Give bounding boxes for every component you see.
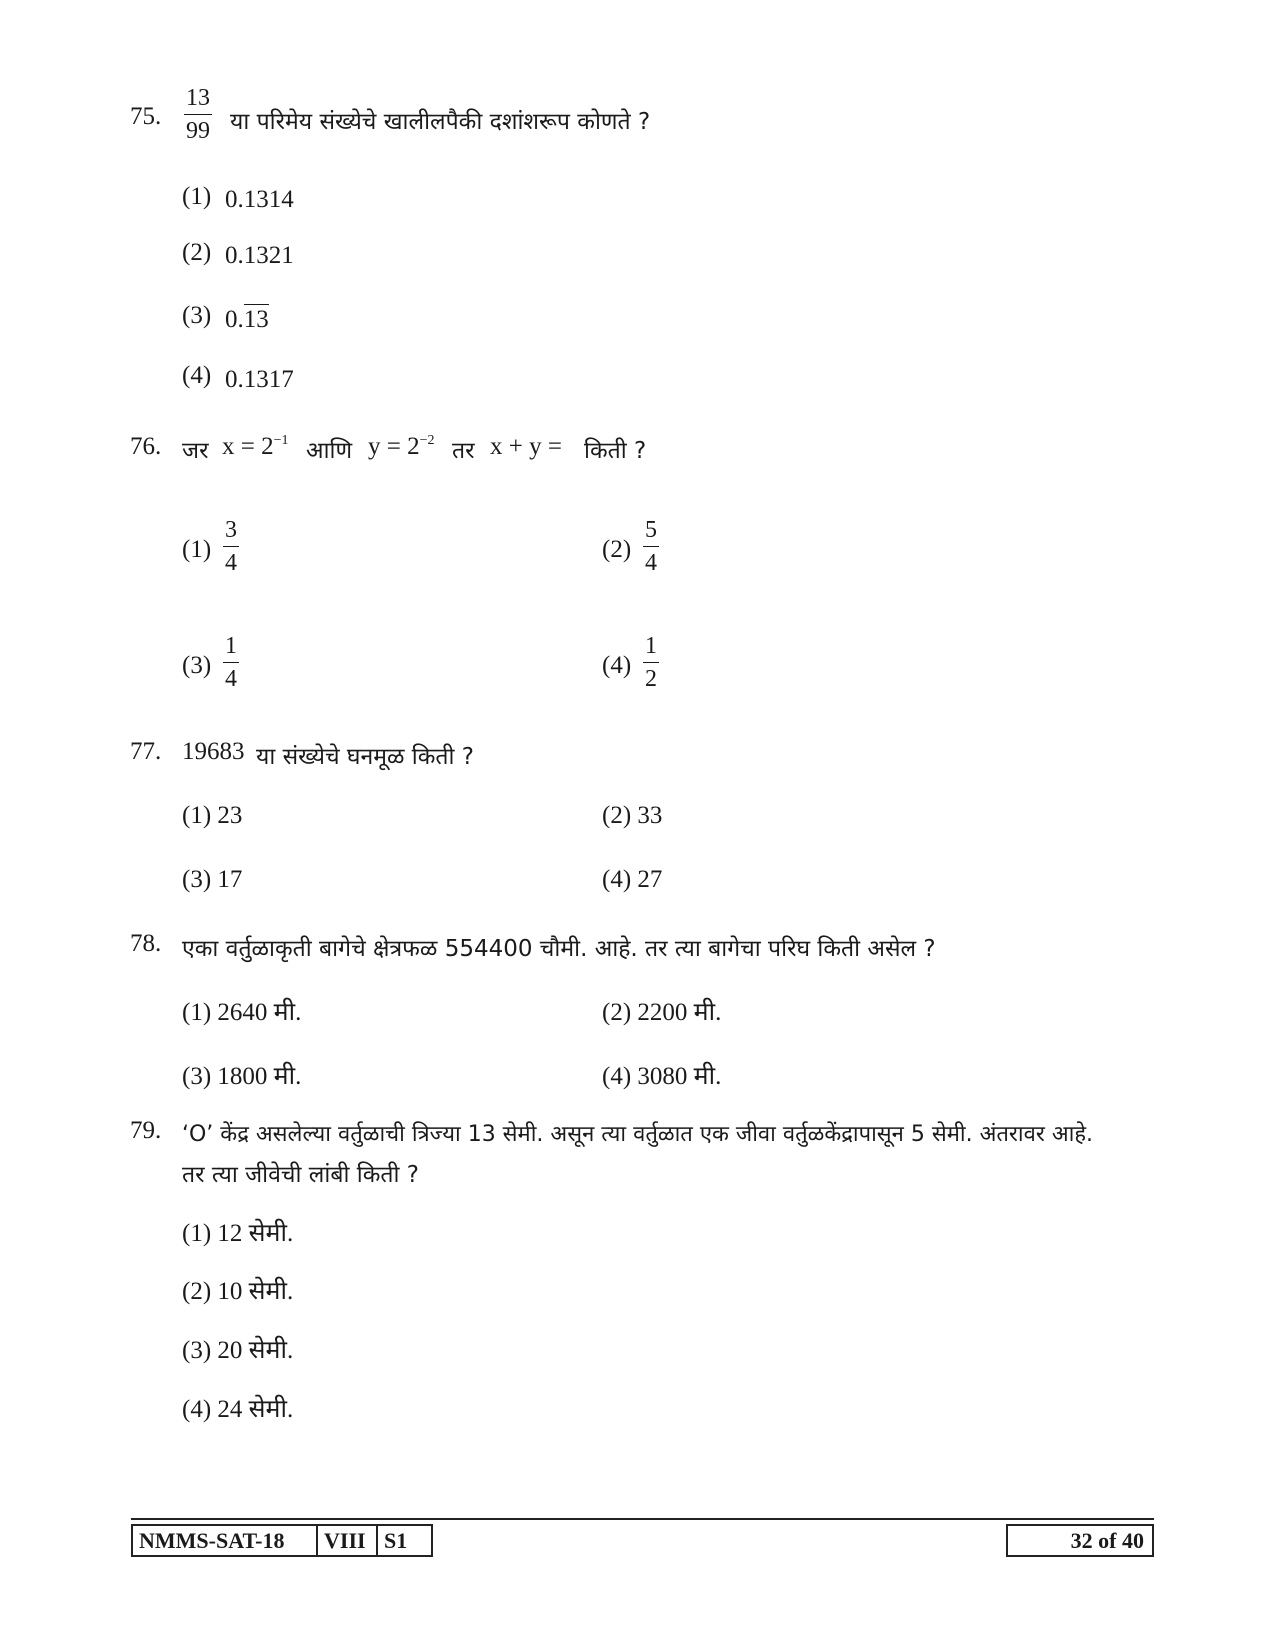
option: (1) 23 (182, 802, 243, 829)
fraction-denominator: 99 (184, 114, 212, 143)
class-label: VIII (316, 1526, 376, 1555)
equation-y: $y = 2^{-2}$ (368, 433, 435, 460)
option-fraction (643, 634, 659, 691)
option: (3) 20 सेमी. (182, 1337, 294, 1364)
option-fraction (223, 518, 239, 575)
option: (2) 10 सेमी. (182, 1278, 294, 1305)
question-text: या परिमेय संख्येचे खालीलपैकी दशांशरूप कोणते ? (230, 109, 651, 135)
option-fraction (223, 634, 239, 691)
question-text: आणि (306, 438, 353, 464)
option: (1) 2640 मी. (182, 999, 302, 1026)
question-text: तर त्या जीवेची लांबी किती ? (182, 1162, 419, 1188)
option-value: 0.1317 (225, 366, 294, 393)
question-number: 77. (130, 738, 162, 765)
option: (4) 27 (602, 866, 663, 893)
exam-code: NMMS-SAT-18 (139, 1528, 285, 1553)
option-label: (1) (182, 183, 212, 210)
option: (3) 1800 मी. (182, 1063, 302, 1090)
option-label: (3) (182, 302, 212, 329)
question-text: जर (182, 438, 209, 464)
fraction-denominator: 4 (223, 662, 239, 691)
option-label: (2) (182, 239, 212, 266)
page-number: 32 of 40 (1006, 1524, 1154, 1557)
value-prefix: 0. (225, 306, 244, 333)
option-label: (4) (182, 362, 212, 389)
question-text: या संख्येचे घनमूळ किती ? (256, 744, 474, 770)
question-number: 76. (130, 433, 162, 460)
question-number: 78. (130, 930, 162, 957)
option-label: (3) (182, 652, 212, 679)
fraction-numerator: 13 (186, 85, 210, 111)
question-text: ‘O’ केंद्र असलेल्या वर्तुळाची त्रिज्या 13 सेमी. असून त्या वर्तुळात एक जीवा वर्तुळकेंद्रापासून 5 सेमी. अंतरावर आहे. (182, 1122, 1094, 1147)
equation-sum: x + y = (490, 433, 562, 460)
question-number: 79. (130, 1117, 162, 1144)
fraction-denominator: 4 (643, 546, 659, 575)
option-fraction (643, 518, 659, 575)
fraction-denominator: 2 (643, 662, 659, 691)
question-number: 75. (130, 103, 162, 130)
option-label: (4) (602, 652, 632, 679)
equation-x: $x = 2^{-1}$ (222, 433, 289, 460)
option-label: (2) (602, 536, 632, 563)
option: (3) 17 (182, 866, 243, 893)
question-text: किती ? (584, 438, 647, 464)
option: (4) 3080 मी. (602, 1063, 722, 1090)
question-lead-number: 19683 (182, 738, 245, 765)
option-value (225, 306, 269, 334)
option: (4) 24 सेमी. (182, 1396, 294, 1423)
option-label: (1) (182, 536, 212, 563)
fraction-numerator: 3 (225, 517, 237, 543)
option: (2) 2200 मी. (602, 999, 722, 1026)
set-label: S1 (376, 1526, 429, 1555)
option: (2) 33 (602, 802, 663, 829)
repeating-digits: 13 (243, 306, 269, 333)
fraction-numerator: 1 (645, 633, 657, 659)
option-value: 0.1321 (225, 242, 294, 269)
footer-exam-box (131, 1524, 433, 1557)
question-fraction (184, 86, 212, 143)
question-text: तर (452, 438, 475, 464)
question-text: एका वर्तुळाकृती बागेचे क्षेत्रफळ 554400 चौमी. आहे. तर त्या बागेचा परिघ किती असेल ? (182, 936, 936, 962)
option: (1) 12 सेमी. (182, 1220, 294, 1247)
fraction-numerator: 5 (645, 517, 657, 543)
fraction-numerator: 1 (225, 633, 237, 659)
footer-divider (131, 1518, 1154, 1520)
option-value: 0.1314 (225, 186, 294, 213)
fraction-denominator: 4 (223, 546, 239, 575)
